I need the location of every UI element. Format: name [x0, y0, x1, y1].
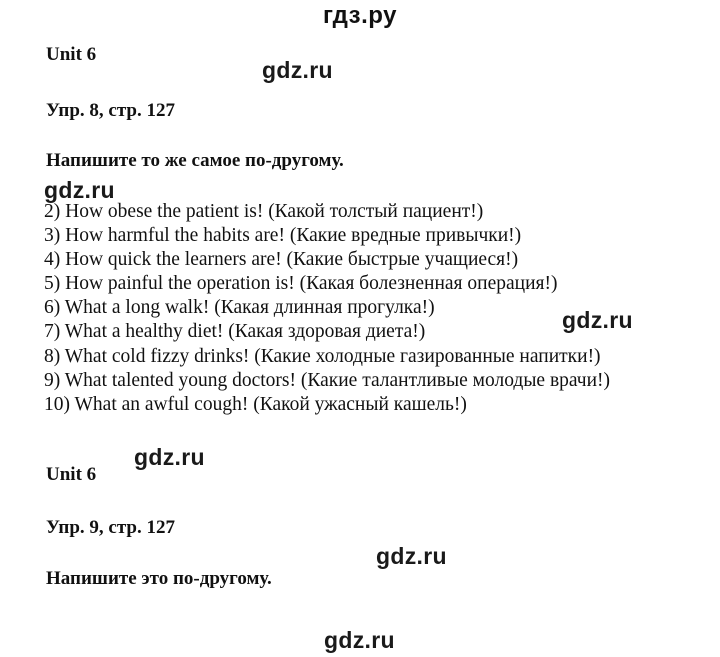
list-item: 4) How quick the learners are! (Какие быстрые учащиеся!)	[44, 249, 519, 271]
list-item: 3) How harmful the habits are! (Какие вредные привычки!)	[44, 225, 522, 247]
unit-heading-1: Unit 6	[46, 44, 97, 65]
list-item: 7) What a healthy diet! (Какая здоровая диета!)	[44, 321, 426, 343]
exercise-heading-1: Упр. 8, стр. 127	[46, 100, 175, 121]
exercise-heading-2: Упр. 9, стр. 127	[46, 517, 175, 538]
watermark: gdz.ru	[562, 307, 633, 333]
watermark: gdz.ru	[262, 57, 333, 83]
watermark: gdz.ru	[134, 444, 205, 470]
watermark: gdz.ru	[324, 627, 395, 653]
list-item: 8) What cold fizzy drinks! (Какие холодные газированные напитки!)	[44, 345, 601, 367]
answer-list	[44, 200, 610, 417]
watermark: gdz.ru	[376, 543, 447, 569]
site-header: гдз.ру	[323, 2, 397, 29]
instruction-1: Напишите то же самое по-другому.	[46, 150, 344, 171]
list-item: 9) What talented young doctors! (Какие талантливые молодые врачи!)	[44, 369, 611, 391]
unit-heading-2: Unit 6	[46, 464, 97, 485]
list-item: 5) How painful the operation is! (Какая болезненная операция!)	[44, 273, 558, 295]
list-item: 2) How obese the patient is! (Какой толстый пациент!)	[44, 201, 484, 222]
watermark: gdz.ru	[44, 177, 115, 203]
list-item: 6) What a long walk! (Какая длинная прогулка!)	[44, 297, 435, 319]
instruction-2: Напишите это по-другому.	[46, 568, 272, 589]
list-item: 10) What an awful cough! (Какой ужасный кашель!)	[44, 393, 467, 415]
